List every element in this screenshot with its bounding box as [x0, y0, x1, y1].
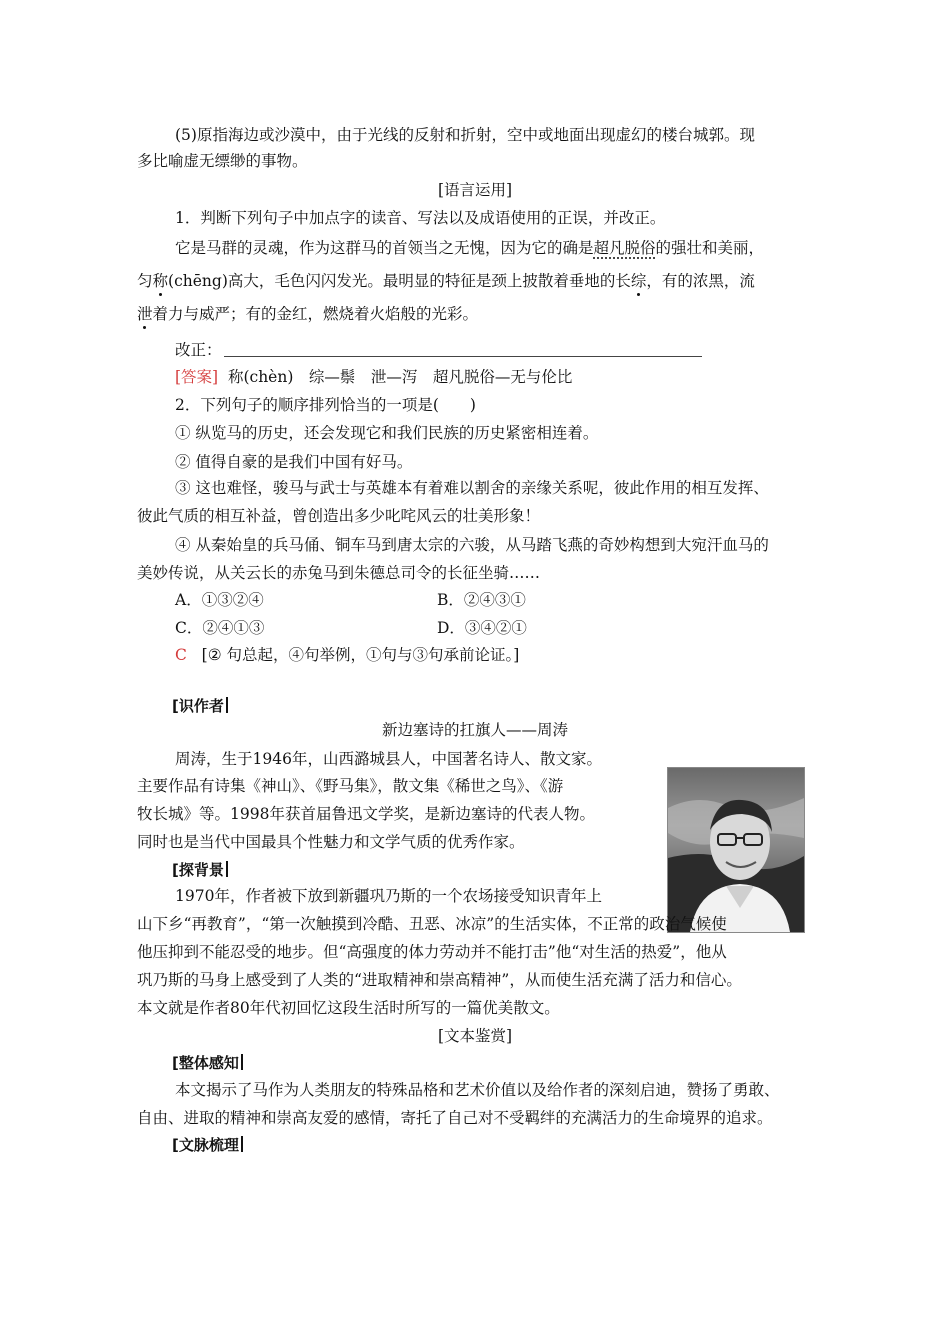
- dotted-idiom: 超凡脱俗: [593, 239, 656, 257]
- overall-line1: 本文揭示了马作为人类朋友的特殊品格和艺术价值以及给作者的深刻启迪，赞扬了勇敢、: [175, 1081, 780, 1099]
- background-line5: 本文就是作者80年代初回忆这段生活时所写的一篇优美散文。: [137, 999, 560, 1017]
- background-line3: 他压抑到不能忍受的地步。但“高强度的体力劳动并不能打击”他“对生活的热爱”，他从: [137, 943, 727, 961]
- structure-tag-label: 文脉梳理: [178, 1136, 239, 1154]
- answer-letter: C: [175, 646, 187, 664]
- background-line1: 1970年，作者被下放到新疆巩乃斯的一个农场接受知识青年上: [175, 887, 602, 905]
- q1-text: (chēng)高大，毛色闪闪发光。最明显的特征是颈上披散着垂地的长: [168, 272, 631, 290]
- q2-item-3-cont: 彼此气质的相互补益，曾创造出多少叱咤风云的壮美形象！: [137, 507, 541, 525]
- q2-prompt: 2．下列句子的顺序排列恰当的一项是( ): [175, 396, 476, 414]
- q1-text: 匀: [137, 272, 153, 290]
- overall-line2: 自由、进取的精神和崇高友爱的感情，寄托了自己对不受羁绊的充满活力的生命境界的追求。: [137, 1109, 773, 1127]
- overall-tag: [整体感知: [172, 1053, 243, 1073]
- q2-item-1: ① 纵览马的历史，还会发现它和我们民族的历史紧密相连着。: [175, 424, 599, 442]
- dotted-char: 综: [630, 272, 647, 290]
- answer-tag: [答案]: [175, 368, 219, 386]
- background-tag: [探背景: [172, 860, 228, 880]
- q1-sentence-line2: [137, 271, 755, 291]
- author-photo: [667, 767, 805, 933]
- option-d: D．③④②①: [437, 619, 527, 637]
- answer-note: [② 句总起，④句举例，①句与③句承前论证。]: [201, 646, 520, 664]
- option-b: B．②④③①: [437, 591, 526, 609]
- q2-item-4-cont: 美妙传说，从关云长的赤兔马到朱德总司令的长征坐骑……: [137, 564, 541, 582]
- author-line1: 周涛，生于1946年，山西潞城县人，中国著名诗人、散文家。: [175, 750, 602, 768]
- para5-line2: 多比喻虚无缥缈的事物。: [137, 152, 308, 170]
- section-language-heading: [语言运用]: [437, 181, 513, 199]
- q2-item-2: ② 值得自豪的是我们中国有好马。: [175, 453, 413, 471]
- background-line4: 巩乃斯的马身上感受到了人类的“进取精神和崇高精神”，从而使生活充满了活力和信心。: [137, 971, 742, 989]
- q1-sentence-line1: [175, 238, 764, 258]
- option-c: C．②④①③: [175, 619, 265, 637]
- q1-prompt: 1．判断下列句子中加点字的读音、写法以及成语使用的正误，并改正。: [175, 209, 666, 227]
- q1-text: 着力与威严；有的金红，燃烧着火焰般的光彩。: [152, 305, 479, 323]
- q1-text: 的强壮和美丽，: [655, 239, 765, 257]
- q2-answer: [175, 645, 519, 665]
- author-line4: 同时也是当代中国最具个性魅力和文学气质的优秀作家。: [137, 833, 525, 851]
- correction-label: 改正：: [175, 341, 222, 359]
- background-tag-label: 探背景: [178, 861, 224, 879]
- q1-sentence-line3: [137, 304, 478, 324]
- author-tag-label: 识作者: [178, 697, 224, 715]
- correction-blank: [224, 356, 702, 357]
- overall-tag-label: 整体感知: [178, 1054, 239, 1072]
- option-a: A．①③②④: [175, 591, 264, 609]
- section-appreciation-heading: [文本鉴赏]: [437, 1027, 513, 1045]
- q1-text: 它是马群的灵魂，作为这群马的首领当之无愧，因为它的确是: [175, 239, 594, 257]
- q2-item-3: ③ 这也难怪，骏马与武士与英雄本有着难以割舍的亲缘关系呢，彼此作用的相互发挥、: [175, 479, 769, 497]
- para5-line1: (5)原指海边或沙漠中，由于光线的反射和折射，空中或地面出现虚幻的楼台城郭。现: [175, 126, 755, 144]
- author-tag: [识作者: [172, 696, 228, 716]
- structure-tag: [文脉梳理: [172, 1135, 243, 1155]
- q1-answer: [175, 367, 572, 387]
- dotted-char: 泄: [137, 305, 153, 323]
- author-title: 新边塞诗的扛旗人——周涛: [381, 721, 568, 739]
- q2-item-4: ④ 从秦始皇的兵马俑、铜车马到唐太宗的六骏，从马踏飞燕的奇妙构想到大宛汗血马的: [175, 536, 769, 554]
- dotted-char: 称: [152, 272, 169, 290]
- background-line2: 山下乡“再教育”，“第一次触摸到冷酷、丑恶、冰凉”的生活实体，不正常的政治气候使: [137, 915, 727, 933]
- answer-text: 称(chèn) 综—鬃 泄—泻 超凡脱俗—无与伦比: [227, 368, 573, 386]
- q1-text: ，有的浓黑，流: [646, 272, 755, 290]
- author-line3: 牧长城》等。1998年获首届鲁迅文学奖，是新边塞诗的代表人物。: [137, 805, 595, 823]
- author-line2: 主要作品有诗集《神山》、《野马集》，散文集《稀世之鸟》、《游: [137, 777, 564, 795]
